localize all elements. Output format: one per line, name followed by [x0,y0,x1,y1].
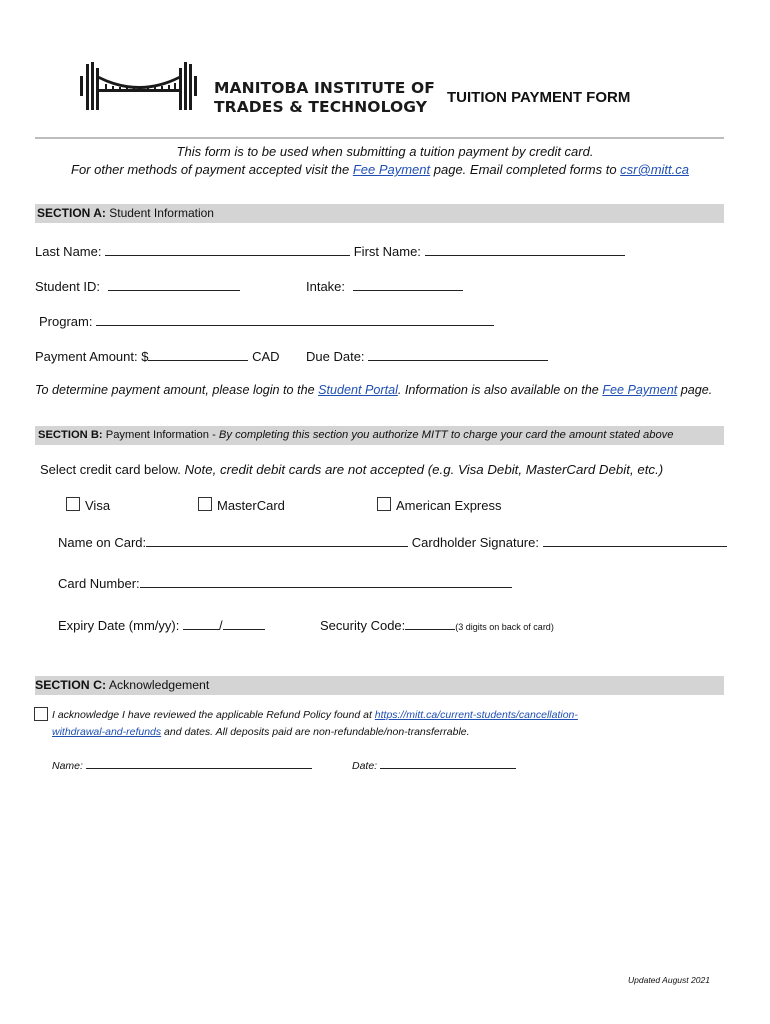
note-text-end: page. [677,383,713,397]
cad-label: CAD [252,349,280,364]
name-on-card-row [58,533,727,550]
program-row [39,312,494,329]
intake-row [306,277,463,294]
acknowledge-line-1 [52,709,578,721]
mastercard-label: MasterCard [217,498,285,513]
visa-option[interactable] [66,497,110,513]
section-b-title-italic: By completing this section you authorize MITT to charge your card the amount stated above [218,429,674,441]
section-c-label: SECTION C: [35,678,107,692]
due-date-field[interactable] [368,347,548,361]
logo-line-2: TRADES & TECHNOLOGY [214,98,428,116]
payment-amount-row [35,347,280,364]
first-name-field[interactable] [425,242,625,256]
note-text-mid: . Information is also available on the [397,383,603,397]
fee-payment-link-2[interactable]: Fee Payment [602,383,678,397]
acknowledge-line-2 [52,726,470,738]
updated-note: Updated August 2021 [628,975,710,985]
student-id-field[interactable] [108,277,240,291]
name-on-card-field[interactable] [146,533,408,547]
intro-line-2 [0,162,760,177]
last-name-row [35,242,625,259]
form-title: TUITION PAYMENT FORM [447,89,631,106]
cardholder-signature-field[interactable] [543,533,727,547]
refund-policy-link-cont[interactable]: withdrawal-and-refunds [52,726,162,738]
section-a-title: Student Information [109,206,214,220]
visa-checkbox[interactable] [66,497,80,511]
card-select-label: Select credit card below. [40,462,185,477]
first-name-label: First Name: [353,244,421,259]
intro-text-mid: page. Email completed forms to [430,162,621,177]
card-select-note: Note, credit debit cards are not accepted (e.g. Visa Debit, MasterCard Debit, etc.) [184,462,664,477]
ack-date-row [352,758,516,772]
visa-label: Visa [85,498,111,513]
logo-line-1: MANITOBA INSTITUTE OF [214,79,435,97]
cardholder-signature-label: Cardholder Signature: [411,535,539,550]
program-label: Program: [39,314,93,329]
section-b-title: Payment Information - [105,429,219,441]
security-code-label: Security Code: [320,618,406,633]
due-date-row [306,347,548,364]
intake-field[interactable] [353,277,463,291]
payment-amount-label: Payment Amount: $ [35,349,149,364]
ack-name-row [52,758,312,772]
name-on-card-label: Name on Card: [58,535,147,550]
acknowledge-checkbox[interactable] [34,707,48,721]
section-a-header [35,204,724,223]
ack-date-label: Date: [352,760,378,772]
intro-text: For other methods of payment accepted visit the [71,162,353,177]
email-link[interactable]: csr@mitt.ca [620,162,689,177]
mastercard-option[interactable] [198,497,285,513]
payment-amount-field[interactable] [148,347,248,361]
ack-date-field[interactable] [380,758,516,769]
security-code-row [320,616,554,633]
ack-name-field[interactable] [86,758,312,769]
expiry-separator: / [218,618,223,633]
payment-note [35,383,712,397]
mastercard-checkbox[interactable] [198,497,212,511]
section-a-label: SECTION A: [37,206,106,220]
note-text: To determine payment amount, please login to the [35,383,319,397]
security-code-note: (3 digits on back of card) [455,622,554,632]
last-name-field[interactable] [105,242,350,256]
student-id-label: Student ID: [35,279,101,294]
expiry-row [58,616,265,633]
expiry-month-field[interactable] [183,616,219,630]
card-select-row [40,462,663,477]
fee-payment-link[interactable]: Fee Payment [352,162,431,177]
amex-option[interactable] [377,497,501,513]
section-c-header [35,676,724,695]
refund-policy-link[interactable]: https://mitt.ca/current-students/cancellation- [374,709,578,721]
card-number-field[interactable] [140,574,512,588]
mitt-logo-icon [80,62,198,112]
section-c-title: Acknowledgement [108,678,210,692]
expiry-year-field[interactable] [223,616,265,630]
student-portal-link[interactable]: Student Portal [318,383,398,397]
expiry-label: Expiry Date (mm/yy): [58,618,180,633]
intake-label: Intake: [306,279,346,294]
header-divider [35,137,724,139]
ack-name-label: Name: [52,760,83,772]
last-name-label: Last Name: [35,244,102,259]
card-number-row [58,574,512,591]
section-b-label: SECTION B: [38,429,103,441]
amex-checkbox[interactable] [377,497,391,511]
card-number-label: Card Number: [58,576,140,591]
amex-label: American Express [396,498,502,513]
intro-line-1: This form is to be used when submitting a tuition payment by credit card. [176,144,594,159]
ack-text-end: and dates. All deposits paid are non-refundable/non-transferrable. [161,726,470,738]
security-code-field[interactable] [405,616,455,630]
student-id-row [35,277,240,294]
section-b-header [35,426,724,445]
ack-text: I acknowledge I have reviewed the applicable Refund Policy found at [52,709,375,721]
due-date-label: Due Date: [306,349,365,364]
program-field[interactable] [96,312,494,326]
